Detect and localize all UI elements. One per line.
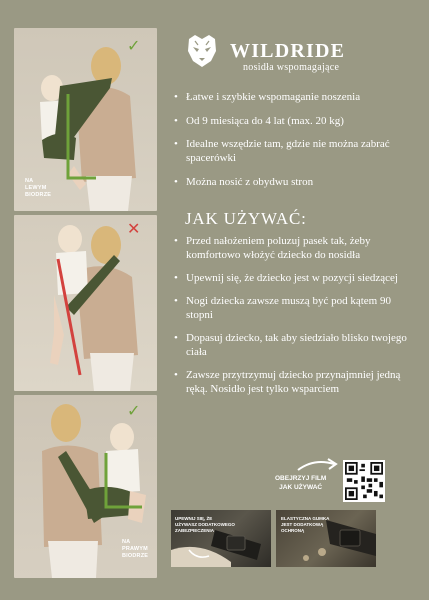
caption-line: BIODRZE [122,553,149,559]
watch-film-label [275,474,326,492]
qr-code-icon[interactable] [343,460,385,502]
feature-list [174,90,419,198]
qr-pattern [345,462,383,500]
caption-line: BIODRZE [25,192,52,198]
list-item: • Nogi dziecka zawsze muszą być pod kątem 90 stopni [174,294,414,322]
brand-name: WILDRIDE [230,40,346,62]
list-item: • Upewnij się, że dziecko jest w pozycji siedzącej [174,271,414,285]
film-label-line: OBEJRZYJ FILM [275,475,327,482]
photo-incorrect [14,215,157,391]
photo-caption [122,539,148,560]
brand-tagline: nosidła wspomagające [243,62,340,73]
check-icon: ✓ [127,36,141,55]
panther-head-icon [185,33,219,69]
caption-line: NA [122,539,131,545]
list-item: • Przed nałożeniem poluzuj pasek tak, żeby komfortowo włożyć dziecko do nosidła [174,234,414,262]
thumbnail-caption [175,516,235,534]
film-label-line: JAK UŻYWAĆ [279,484,323,491]
photo-left-hip-correct [14,28,157,211]
photo-right-hip-correct [14,395,157,578]
caption-line: NA [25,178,34,184]
caption-line: OCHRONĄ [281,528,305,533]
safety-strap-thumbnail [171,510,271,567]
list-item: • Dopasuj dziecko, tak aby siedziało blisko twojego ciała [174,331,414,359]
caption-line: JEST DODATKOWĄ [281,522,324,527]
caption-line: UPEWNIJ SIĘ, ŻE [175,516,213,521]
list-item: • Łatwe i szybkie wspomaganie noszenia [174,90,419,104]
list-item: • Idealne wszędzie tam, gdzie nie można zabrać spacerówki [174,137,419,165]
check-icon: ✓ [127,401,141,420]
carrying-illustration [14,215,157,391]
list-item: • Od 9 miesiąca do 4 lat (max. 20 kg) [174,114,419,128]
steps-list [174,234,414,405]
cross-icon: ✕ [127,219,141,238]
how-to-title: JAK UŻYWAĆ: [185,209,307,228]
caption-line: ELASTYCZNA GUMKA [281,516,330,521]
thumbnail-caption [281,516,329,534]
caption-line: LEWYM [25,185,47,191]
photo-caption [25,178,51,199]
caption-line: ZABEZPIECZENIA [175,528,215,533]
caption-line: PRAWYM [122,546,148,552]
arrow-icon [296,456,340,474]
elastic-band-thumbnail [276,510,376,567]
list-item: • Można nosić z obydwu stron [174,175,419,189]
caption-line: UŻYWASZ DODATKOWEGO [175,522,235,527]
list-item: • Zawsze przytrzymuj dziecko przynajmniej jedną ręką. Nosidło jest tylko wsparciem [174,368,414,396]
